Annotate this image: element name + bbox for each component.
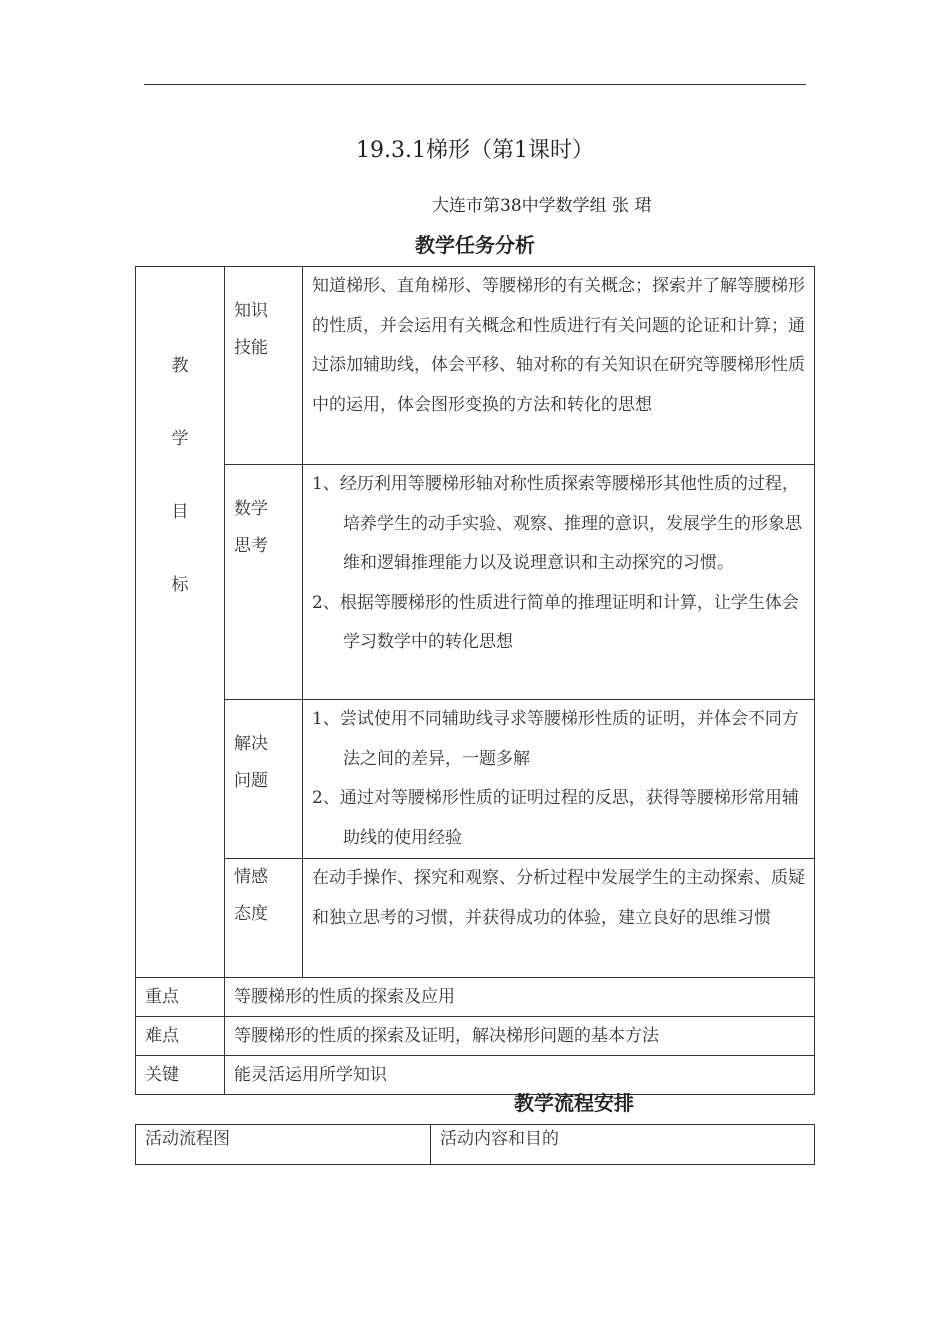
section-heading-flow: 教学流程安排 xyxy=(514,1091,634,1115)
teaching-goal-label xyxy=(136,267,225,978)
key-text: 能灵活运用所学知识 xyxy=(225,1056,815,1095)
key-row-key xyxy=(136,1056,815,1095)
content-knowledge: 知道梯形、直角梯形、等腰梯形的有关概念；探索并了解等腰梯形的性质，并会运用有关概念和性质进行有关问题的论证和计算；通过添加辅助线，体会平移、轴对称的有关知识在研究等腰梯形性质中的运用，体会图形变换的方法和转化的思想 xyxy=(303,267,815,465)
key-label: 难点 xyxy=(136,1017,225,1056)
header-rule xyxy=(144,84,806,85)
objectives-table xyxy=(135,266,815,1095)
document-title: 19.3.1梯形（第1课时） xyxy=(356,138,594,163)
objective-row-attitude xyxy=(136,859,815,978)
sub-label-thinking: 数学 思考 xyxy=(225,465,303,700)
content-problem xyxy=(303,700,815,859)
key-text: 等腰梯形的性质的探索及应用 xyxy=(225,978,815,1017)
goal-char: 学 xyxy=(171,429,189,449)
sub-label-knowledge: 知识 技能 xyxy=(225,267,303,465)
objective-row-problem xyxy=(136,700,815,859)
key-row-difficulty xyxy=(136,1017,815,1056)
sub-label-problem: 解决 问题 xyxy=(225,700,303,859)
author-line: 大连市第38中学数学组 张 珺 xyxy=(432,196,652,216)
goal-char: 标 xyxy=(171,575,189,595)
objective-row-thinking xyxy=(136,465,815,700)
section-heading-task-analysis: 教学任务分析 xyxy=(415,233,535,257)
list-item: 2、通过对等腰梯形性质的证明过程的反思，获得等腰梯形常用辅助线的使用经验 xyxy=(312,788,799,848)
content-attitude: 在动手操作、探究和观察、分析过程中发展学生的主动探索、质疑和独立思考的习惯，并获得成功的体验，建立良好的思维习惯 xyxy=(303,859,815,978)
key-label: 重点 xyxy=(136,978,225,1017)
list-item: 2、根据等腰梯形的性质进行简单的推理证明和计算，让学生体会学习数学中的转化思想 xyxy=(312,592,799,652)
goal-char: 目 xyxy=(171,502,189,522)
goal-char: 教 xyxy=(171,356,189,376)
flow-header-row xyxy=(136,1125,815,1165)
sub-label-attitude: 情感 态度 xyxy=(225,859,303,978)
flow-column-header: 活动流程图 xyxy=(136,1125,431,1165)
content-thinking xyxy=(303,465,815,700)
flow-table xyxy=(135,1124,815,1165)
list-item: 1、尝试使用不同辅助线寻求等腰梯形性质的证明，并体会不同方法之间的差异，一题多解 xyxy=(312,709,799,769)
objective-row-knowledge xyxy=(136,267,815,465)
key-text: 等腰梯形的性质的探索及证明，解决梯形问题的基本方法 xyxy=(225,1017,815,1056)
key-row-focus xyxy=(136,978,815,1017)
flow-column-header: 活动内容和目的 xyxy=(431,1125,815,1165)
list-item: 1、经历利用等腰梯形轴对称性质探索等腰梯形其他性质的过程，培养学生的动手实验、观察、推理的意识，发展学生的形象思维和逻辑推理能力以及说理意识和主动探究的习惯。 xyxy=(312,474,802,573)
key-label: 关键 xyxy=(136,1056,225,1095)
